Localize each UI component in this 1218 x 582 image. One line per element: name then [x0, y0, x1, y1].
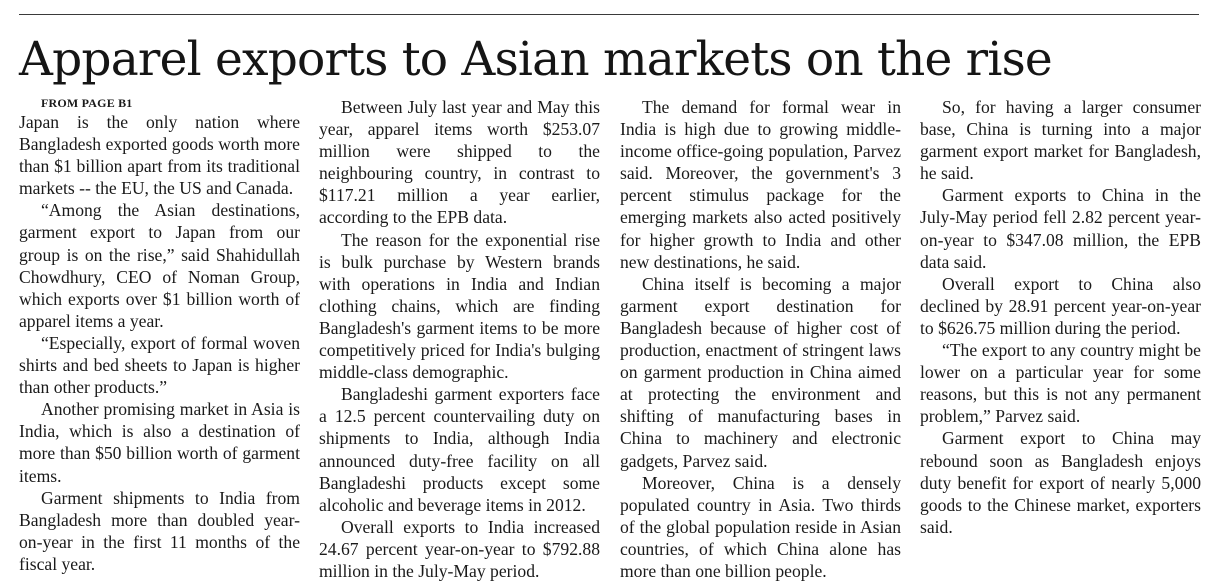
article-body — [19, 96, 1201, 581]
paragraph: The reason for the exponential rise is bulk purchase by Western brands with operations in India and Indian clothing chains, which are finding Bangladesh's garment items to be more competitively priced for India's bulging middle-class demographic. — [319, 229, 600, 383]
paragraph: Another promising market in Asia is India, which is also a destination of more than $50 billion worth of garment items. — [19, 399, 300, 486]
paragraph: “Among the Asian destinations, garment export to Japan from our group is on the rise,” said Shahidullah Chowdhury, CEO of Noman Group, which exports over $1 billion worth of apparel items a year. — [19, 200, 300, 331]
column-3 — [620, 96, 901, 582]
paragraph: “The export to any country might be lower on a particular year for some reasons, but this is not any permanent problem,” Parvez said. — [920, 340, 1201, 427]
headline: Apparel exports to Asian markets on the rise — [19, 32, 1052, 87]
column-1 — [19, 96, 300, 575]
paragraph: China itself is becoming a major garment export destination for Bangladesh because of higher cost of production, enactment of stringent laws on garment production in China aimed at protecting the environment and shifting of manufacturing bases in China to machinery and electronic gadgets, Parvez said. — [620, 273, 901, 471]
paragraph: Garment exports to China in the July-May period fell 2.82 percent year-on-year to $347.08 million, the EPB data said. — [920, 185, 1201, 272]
kicker: FROM PAGE B1 — [41, 96, 133, 110]
paragraph: So, for having a larger consumer base, China is turning into a major garment export market for Bangladesh, he said. — [920, 97, 1201, 184]
paragraph: Garment shipments to India from Bangladesh more than doubled year-on-year in the first 11 months of the fiscal year. — [19, 487, 300, 574]
top-rule — [19, 14, 1199, 15]
paragraph: Moreover, China is a densely populated country in Asia. Two thirds of the global population reside in Asian countries, of which China alone has more than one billion people. — [620, 472, 901, 581]
paragraph: Between July last year and May this year, apparel items worth $253.07 million were shipped to the neighbouring country, in contrast to $117.21 million a year earlier, according to the EPB data. — [319, 97, 600, 228]
column-4 — [920, 96, 1201, 538]
paragraph: “Especially, export of formal woven shirts and bed sheets to Japan is higher than other products.” — [19, 332, 300, 398]
paragraph: Garment export to China may rebound soon as Bangladesh enjoys duty benefit for export of nearly 5,000 goods to the Chinese market, exporters said. — [920, 428, 1201, 537]
paragraph: Japan is the only nation where Bangladesh exported goods worth more than $1 billion apart from its traditional markets -- the EU, the US and Canada. — [19, 112, 300, 199]
paragraph: Bangladeshi garment exporters face a 12.5 percent countervailing duty on shipments to India, although India announced duty-free facility on all Bangladeshi products except some alcoholic and beverage items in 2012. — [319, 384, 600, 515]
paragraph: Overall export to China also declined by 28.91 percent year-on-year to $626.75 million during the period. — [920, 273, 1201, 338]
column-2 — [319, 96, 600, 582]
paragraph: The demand for formal wear in India is high due to growing middle-income office-going population, Parvez said. Moreover, the government's 3 percent stimulus package for the emerging markets also acted positively for higher growth to India and other new destinations, he said. — [620, 97, 901, 272]
paragraph: Overall exports to India increased 24.67 percent year-on-year to $792.88 million in the July-May period. — [319, 516, 600, 581]
